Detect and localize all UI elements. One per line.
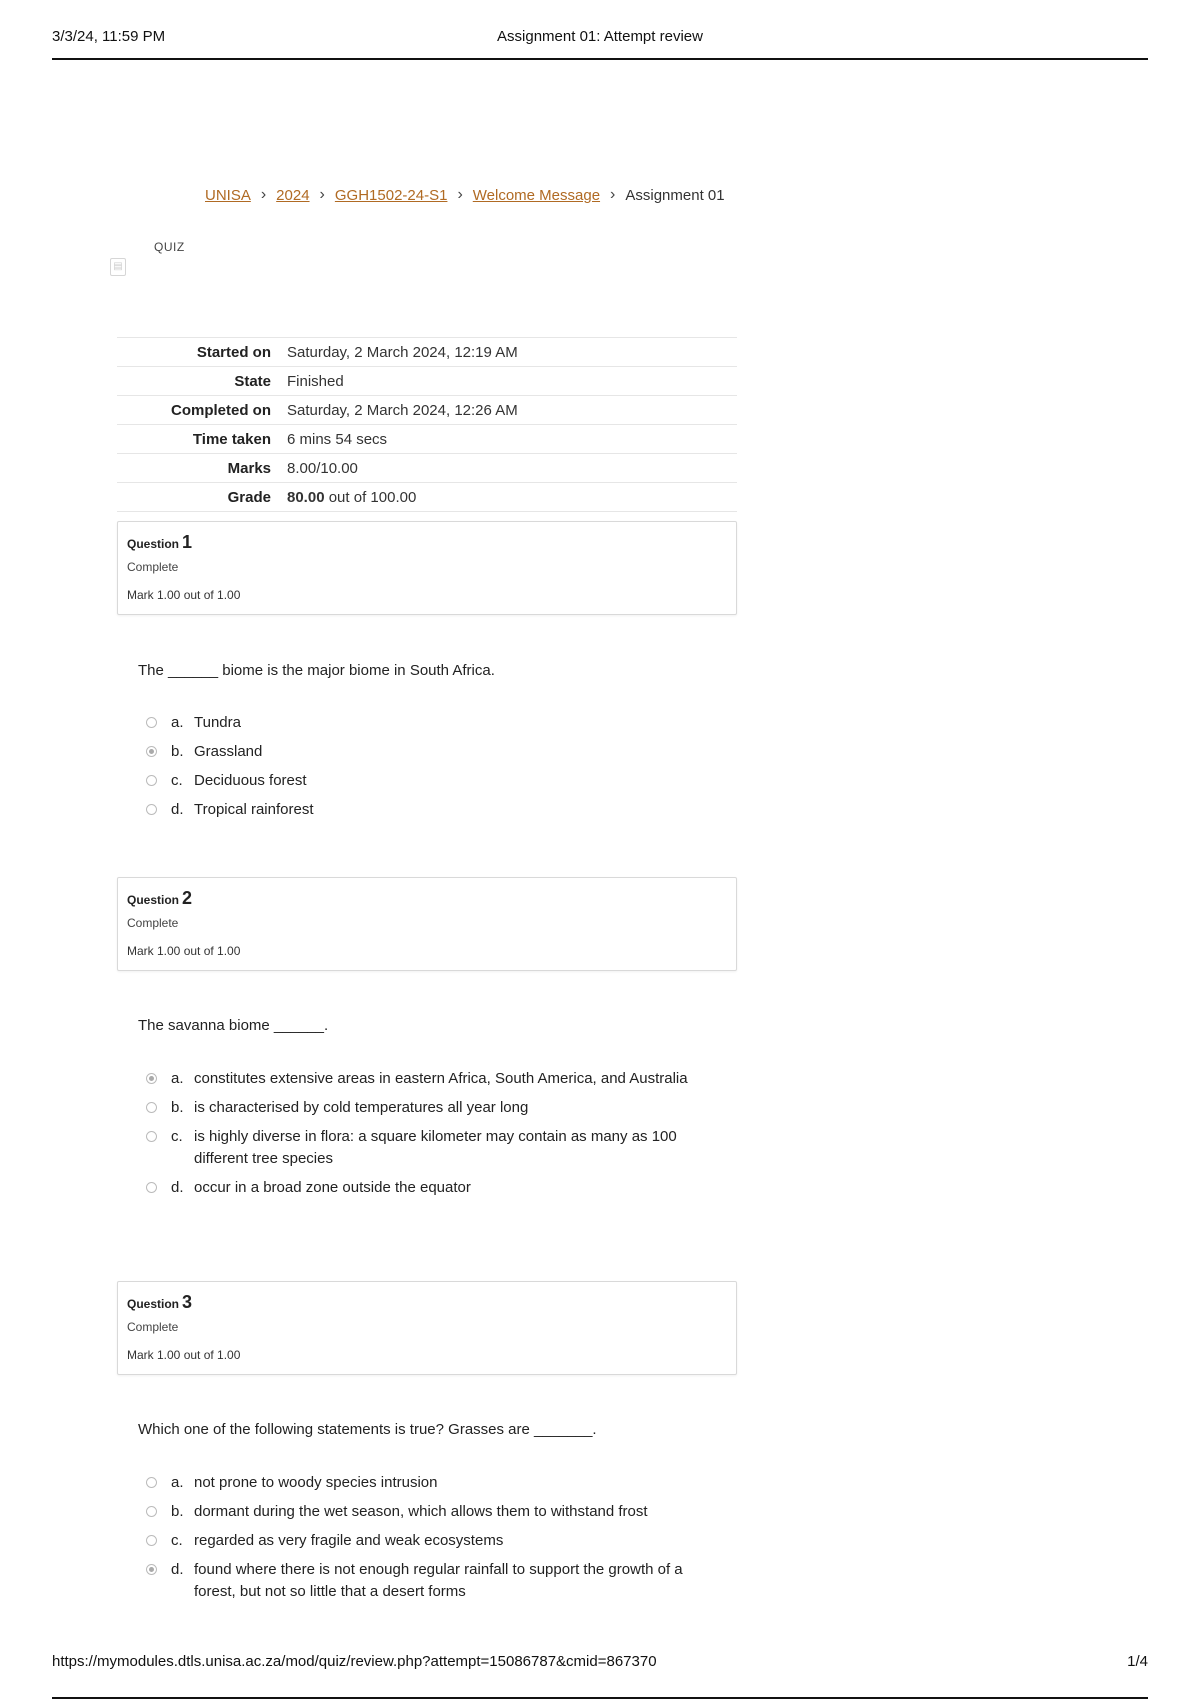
question-state: Complete	[127, 1320, 179, 1334]
answer-text: constitutes extensive areas in eastern Africa, South America, and Australia	[194, 1070, 688, 1087]
answer-letter: b.	[171, 1503, 184, 1520]
question-number: Question 2	[127, 888, 193, 908]
answer-text: dormant during the wet season, which allows them to withstand frost	[194, 1503, 648, 1520]
question-info-box	[117, 877, 737, 971]
summary-label: Marks	[227, 459, 271, 477]
chevron-right-icon: ›	[610, 186, 616, 203]
answer-letter: a.	[171, 714, 184, 731]
question-mark: Mark 1.00 out of 1.00	[127, 588, 241, 602]
question-state: Complete	[127, 560, 179, 574]
answer-option[interactable]	[146, 1068, 706, 1090]
answer-option[interactable]	[146, 1530, 726, 1552]
grade-out-of: out of 100.00	[324, 488, 417, 506]
answer-option[interactable]	[146, 1126, 706, 1170]
summary-label: State	[234, 372, 271, 390]
summary-label: Started on	[196, 343, 271, 361]
answer-letter: a.	[171, 1474, 184, 1491]
radio-button[interactable]	[146, 1477, 157, 1488]
quiz-icon: ▤	[110, 258, 126, 276]
summary-row-started	[117, 338, 737, 367]
radio-button[interactable]	[146, 717, 157, 728]
summary-row-time-taken	[117, 425, 737, 454]
answer-letter: d.	[171, 1561, 184, 1578]
question-text: The savanna biome ______.	[138, 1017, 329, 1034]
print-footer	[52, 1653, 1148, 1699]
breadcrumb-link-course[interactable]: GGH1502-24-S1	[334, 186, 448, 204]
summary-row-state	[117, 367, 737, 396]
summary-label: Completed on	[171, 401, 271, 419]
answer-letter: d.	[171, 1179, 184, 1196]
summary-value: Saturday, 2 March 2024, 12:26 AM	[287, 401, 518, 419]
answer-text: regarded as very fragile and weak ecosystems	[194, 1532, 504, 1549]
radio-button[interactable]	[146, 1131, 157, 1142]
answer-option[interactable]	[146, 799, 726, 821]
question-mark: Mark 1.00 out of 1.00	[127, 1348, 241, 1362]
answer-option[interactable]	[146, 1472, 726, 1494]
answer-letter: a.	[171, 1070, 184, 1087]
breadcrumb-link-section[interactable]: Welcome Message	[472, 186, 601, 204]
answer-option[interactable]	[146, 1559, 726, 1603]
answer-text: is highly diverse in flora: a square kilometer may contain as many as 100 different tree species	[194, 1128, 677, 1167]
question-mark: Mark 1.00 out of 1.00	[127, 944, 241, 958]
answer-letter: c.	[171, 772, 183, 789]
answer-option[interactable]	[146, 770, 726, 792]
chevron-right-icon: ›	[457, 186, 463, 203]
radio-button[interactable]	[146, 1102, 157, 1113]
breadcrumb-current: Assignment 01	[625, 186, 725, 204]
answer-letter: d.	[171, 801, 184, 818]
question-number: Question 1	[127, 532, 193, 552]
print-date: 3/3/24, 11:59 PM	[52, 28, 166, 45]
page-number: 1/4	[1127, 1653, 1148, 1670]
radio-button[interactable]	[146, 1182, 157, 1193]
summary-label: Grade	[227, 488, 271, 506]
grade-score: 80.00	[287, 488, 325, 506]
answer-list	[146, 1472, 726, 1610]
radio-button-selected[interactable]	[146, 1564, 157, 1575]
answer-list	[146, 1068, 706, 1206]
answer-option[interactable]	[146, 712, 726, 734]
answer-option[interactable]	[146, 1501, 726, 1523]
answer-letter: c.	[171, 1128, 183, 1145]
question-text: The ______ biome is the major biome in South Africa.	[138, 662, 495, 679]
summary-value	[287, 483, 737, 512]
question-state: Complete	[127, 916, 179, 930]
summary-value: Saturday, 2 March 2024, 12:19 AM	[287, 343, 518, 361]
chevron-right-icon: ›	[319, 186, 325, 203]
answer-text: Grassland	[194, 743, 263, 760]
summary-value: 8.00/10.00	[287, 459, 358, 477]
question-number: Question 3	[127, 1292, 193, 1312]
answer-option[interactable]	[146, 1097, 706, 1119]
question-text: Which one of the following statements is true? Grasses are _______.	[138, 1421, 597, 1438]
answer-text: is characterised by cold temperatures all year long	[194, 1099, 529, 1116]
chevron-right-icon: ›	[260, 186, 267, 203]
answer-letter: c.	[171, 1532, 183, 1549]
answer-letter: b.	[171, 1099, 184, 1116]
breadcrumb-link-year[interactable]: 2024	[276, 186, 310, 204]
activity-type-label: QUIZ	[154, 240, 185, 254]
page-url: https://mymodules.dtls.unisa.ac.za/mod/quiz/review.php?attempt=15086787&cmid=867370	[52, 1653, 657, 1670]
radio-button-selected[interactable]	[146, 1073, 157, 1084]
answer-list	[146, 712, 726, 828]
attempt-summary-table	[117, 337, 737, 512]
answer-text: Tropical rainforest	[194, 801, 314, 818]
answer-option[interactable]	[146, 1177, 706, 1199]
summary-row-grade	[117, 483, 737, 512]
print-header	[52, 26, 1148, 60]
radio-button[interactable]	[146, 804, 157, 815]
answer-text: not prone to woody species intrusion	[194, 1474, 438, 1491]
answer-text: Tundra	[194, 714, 241, 731]
breadcrumb-link-unisa[interactable]: UNISA	[205, 186, 251, 204]
summary-value: 6 mins 54 secs	[287, 430, 388, 448]
radio-button-selected[interactable]	[146, 746, 157, 757]
summary-row-completed	[117, 396, 737, 425]
answer-option[interactable]	[146, 741, 726, 763]
breadcrumb	[205, 186, 725, 204]
answer-letter: b.	[171, 743, 184, 760]
print-title: Assignment 01: Attempt review	[497, 28, 703, 45]
answer-text: Deciduous forest	[194, 772, 307, 789]
question-info-box	[117, 1281, 737, 1375]
radio-button[interactable]	[146, 1506, 157, 1517]
summary-label: Time taken	[192, 430, 271, 448]
answer-text: occur in a broad zone outside the equator	[194, 1179, 471, 1196]
radio-button[interactable]	[146, 1535, 157, 1546]
question-info-box	[117, 521, 737, 615]
radio-button[interactable]	[146, 775, 157, 786]
answer-text: found where there is not enough regular rainfall to support the growth of a forest, but not so little that a desert forms	[194, 1561, 683, 1600]
summary-row-marks	[117, 454, 737, 483]
summary-value: Finished	[287, 372, 344, 390]
